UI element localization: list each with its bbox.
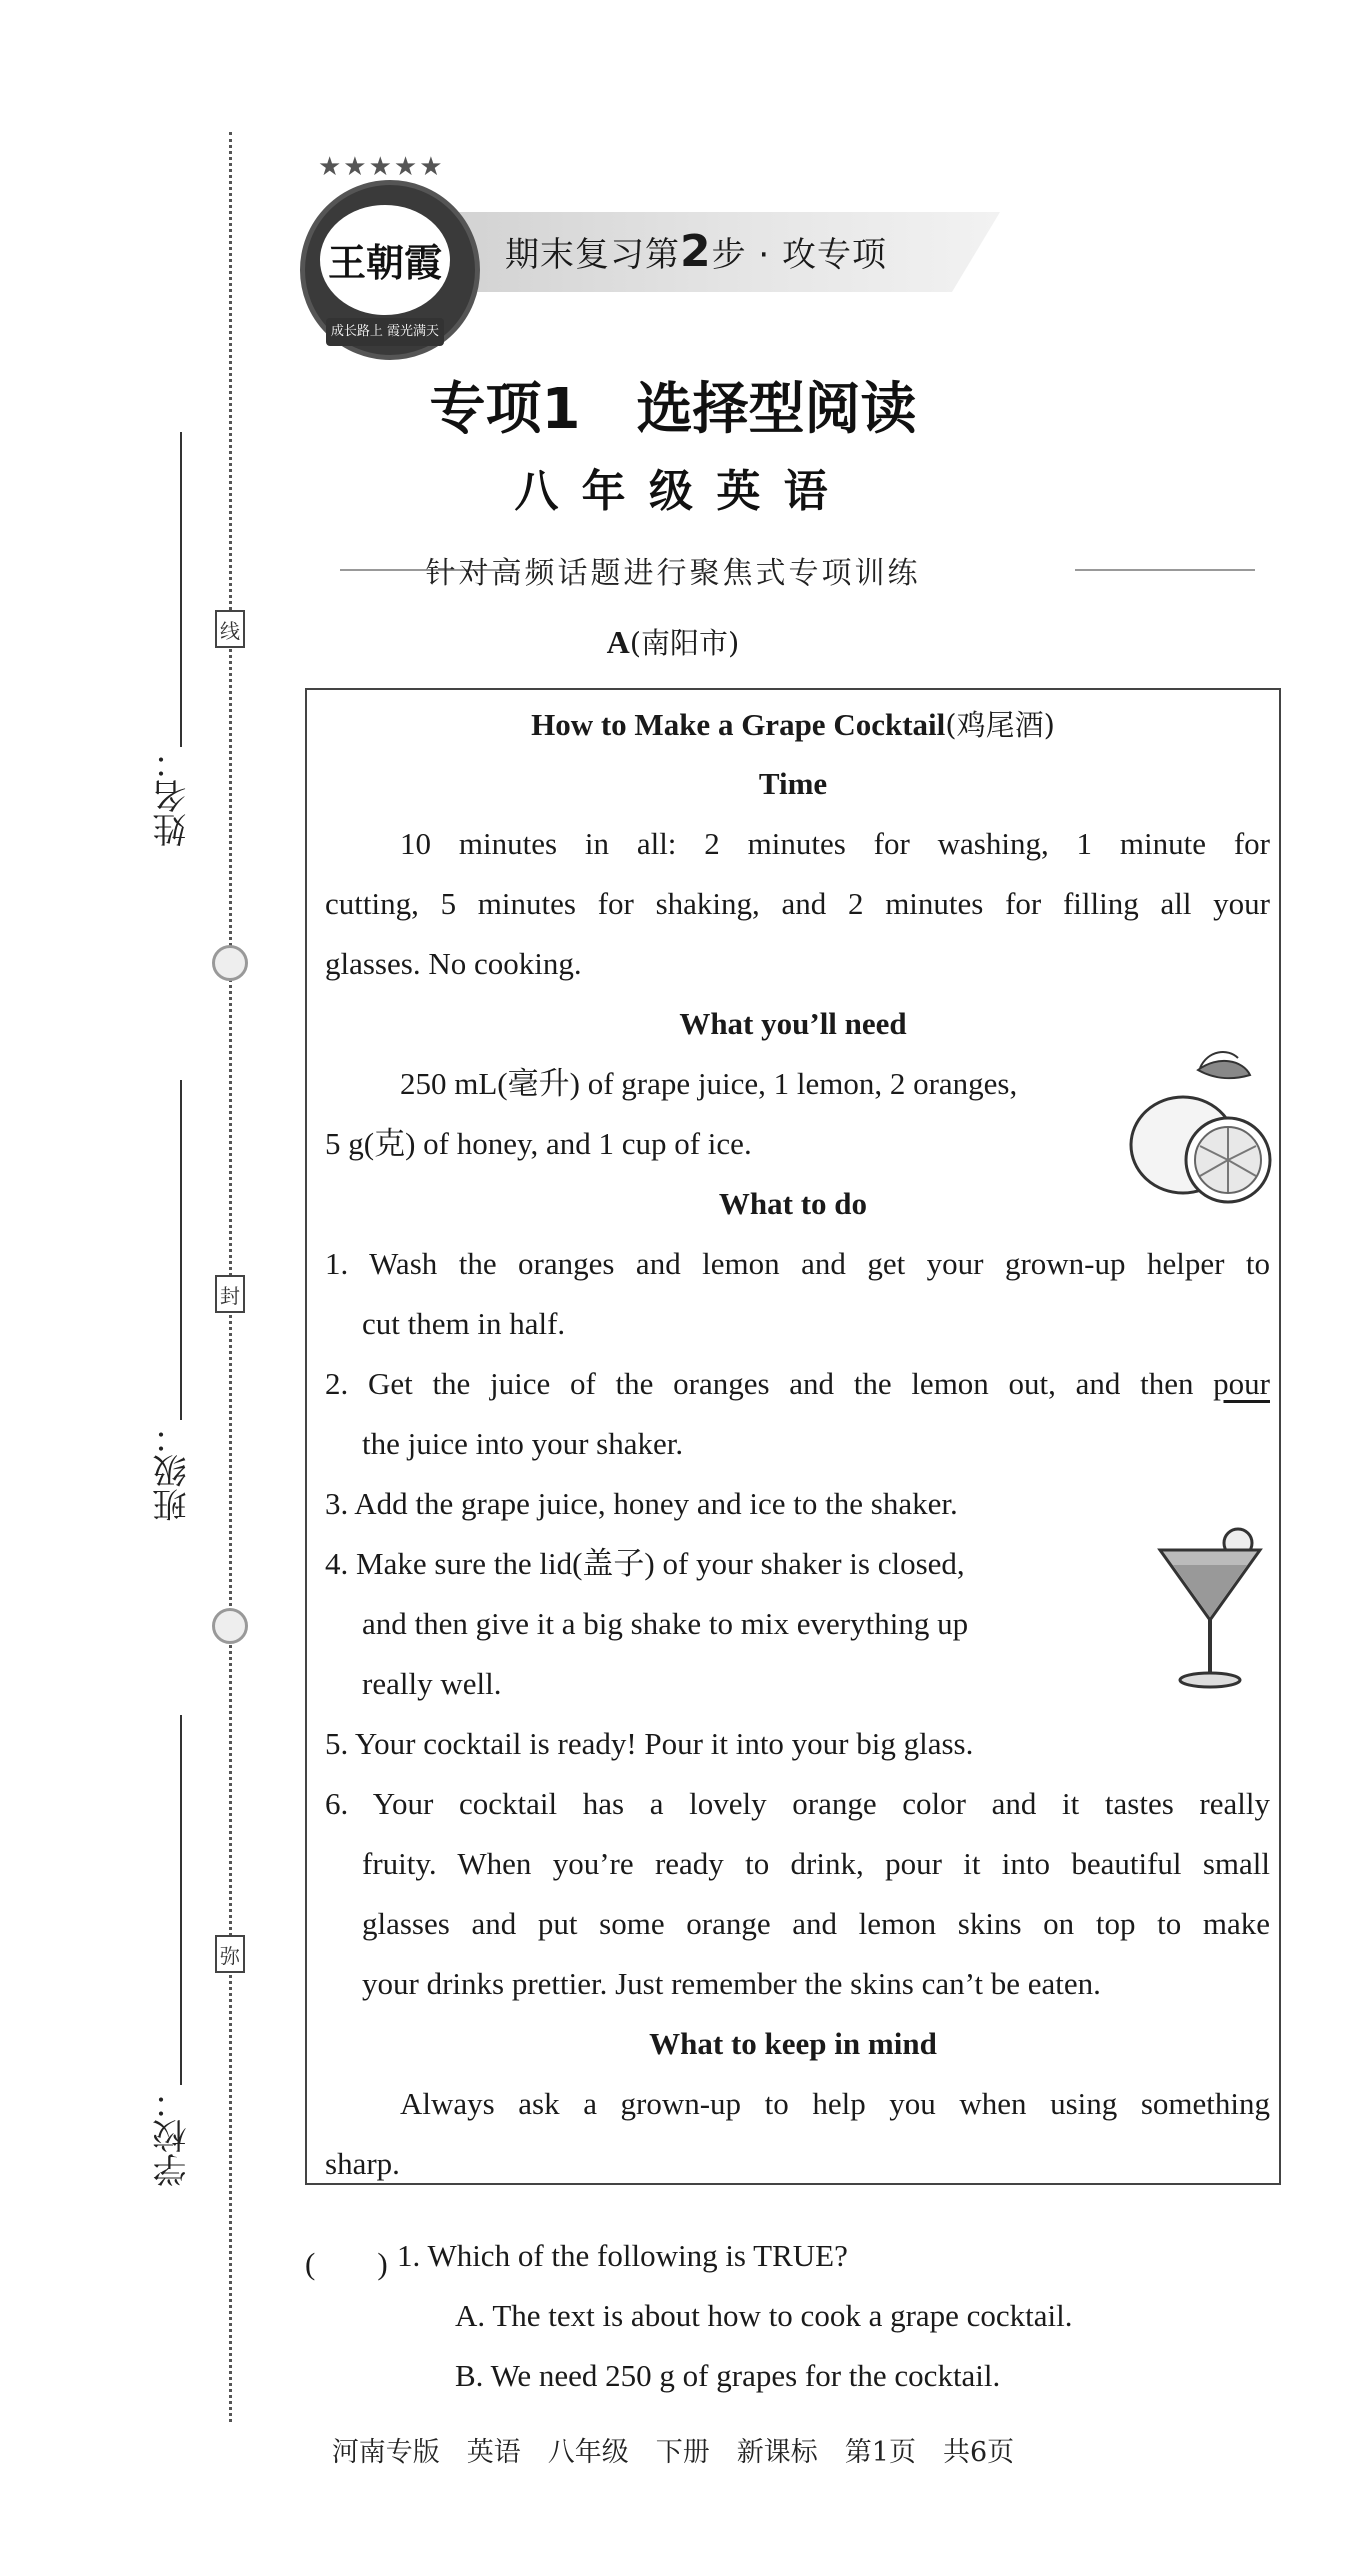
step-6-line-3: glasses and put some orange and lemon skins on top to make xyxy=(362,1906,1270,1941)
page-footer: 河南专版 英语 八年级 下册 新课标 第1页 共6页 xyxy=(331,2437,1015,2468)
step-1-line-2: cut them in half. xyxy=(362,1306,566,1341)
step-2-line-2: the juice into your shaker. xyxy=(362,1426,684,1461)
time-line-1: 10 minutes in all: 2 minutes for washing, 1 minute for xyxy=(400,826,1270,861)
section-label: A(南阳市) xyxy=(606,624,740,660)
brand-name: 王朝霞 xyxy=(327,240,442,285)
lemon-illustration-icon xyxy=(1128,1050,1278,1210)
option-a: A. The text is about how to cook a grape cocktail. xyxy=(455,2298,1073,2333)
mind-line-1: Always ask a grown-up to help you when using something xyxy=(400,2086,1270,2121)
star-row-icon: ★★★★★ xyxy=(318,152,445,181)
step-2-line-1: 2. Get the juice of the oranges and the lemon out, and then pour xyxy=(325,1366,1270,1401)
option-b: B. We need 250 g of grapes for the cocktail. xyxy=(455,2358,1001,2393)
step-5: 5. Your cocktail is ready! Pour it into your big glass. xyxy=(325,1726,974,1761)
cocktail-glass-icon xyxy=(1155,1525,1265,1695)
step-3: 3. Add the grape juice, honey and ice to the shaker. xyxy=(325,1486,958,1521)
brand-slogan: 成长路上 霞光满天 xyxy=(326,318,444,346)
heading-time: Time xyxy=(758,766,828,801)
step-6-line-4: your drinks prettier. Just remember the skins can’t be eaten. xyxy=(362,1966,1101,2001)
school-label: 学校： xyxy=(153,2085,193,2187)
heading-need: What you’ll need xyxy=(679,1006,907,1041)
page-title: 专项1 选择型阅读 xyxy=(429,377,917,442)
time-line-3: glasses. No cooking. xyxy=(325,946,582,981)
cut-mark-seal: 封 xyxy=(215,1275,245,1313)
time-line-2: cutting, 5 minutes for shaking, and 2 minutes for filling all your xyxy=(325,886,1270,921)
school-field[interactable] xyxy=(180,1715,182,2085)
question-1: 1. Which of the following is TRUE? xyxy=(397,2238,848,2273)
cut-mark-secret: 弥 xyxy=(215,1935,245,1973)
heading-mind: What to keep in mind xyxy=(649,2026,937,2061)
class-label: 班级： xyxy=(153,1420,193,1522)
subject-title: 八 年 级 英 语 xyxy=(514,466,832,517)
step-1-line-1: 1. Wash the oranges and lemon and get your grown-up helper to xyxy=(325,1246,1270,1281)
step-4-line-1: 4. Make sure the lid(盖子) of your shaker is closed, xyxy=(325,1546,965,1581)
subtitle: 针对高频话题进行聚焦式专项训练 xyxy=(425,556,921,591)
banner-text: 期末复习第2步 · 攻专项 xyxy=(505,226,888,277)
name-label: 姓名： xyxy=(153,745,193,847)
binding-hole-icon xyxy=(212,1608,248,1644)
step-6-line-1: 6. Your cocktail has a lovely orange color and it tastes really xyxy=(325,1786,1270,1821)
need-line-2: 5 g(克) of honey, and 1 cup of ice. xyxy=(325,1126,752,1161)
heading-do: What to do xyxy=(718,1186,868,1221)
step-4-line-2: and then give it a big shake to mix everything up xyxy=(362,1606,969,1641)
step-4-line-3: really well. xyxy=(362,1666,502,1701)
binding-hole-icon xyxy=(212,945,248,981)
cut-mark-line: 线 xyxy=(215,610,245,648)
answer-paren[interactable]: ( ) xyxy=(305,2246,388,2281)
need-line-1: 250 mL(毫升) of grape juice, 1 lemon, 2 oranges, xyxy=(400,1066,1018,1101)
class-field[interactable] xyxy=(180,1080,182,1420)
mind-line-2: sharp. xyxy=(325,2146,400,2181)
step-6-line-2: fruity. When you’re ready to drink, pour it into beautiful small xyxy=(362,1846,1270,1881)
passage-title: How to Make a Grape Cocktail(鸡尾酒) xyxy=(531,707,1055,742)
